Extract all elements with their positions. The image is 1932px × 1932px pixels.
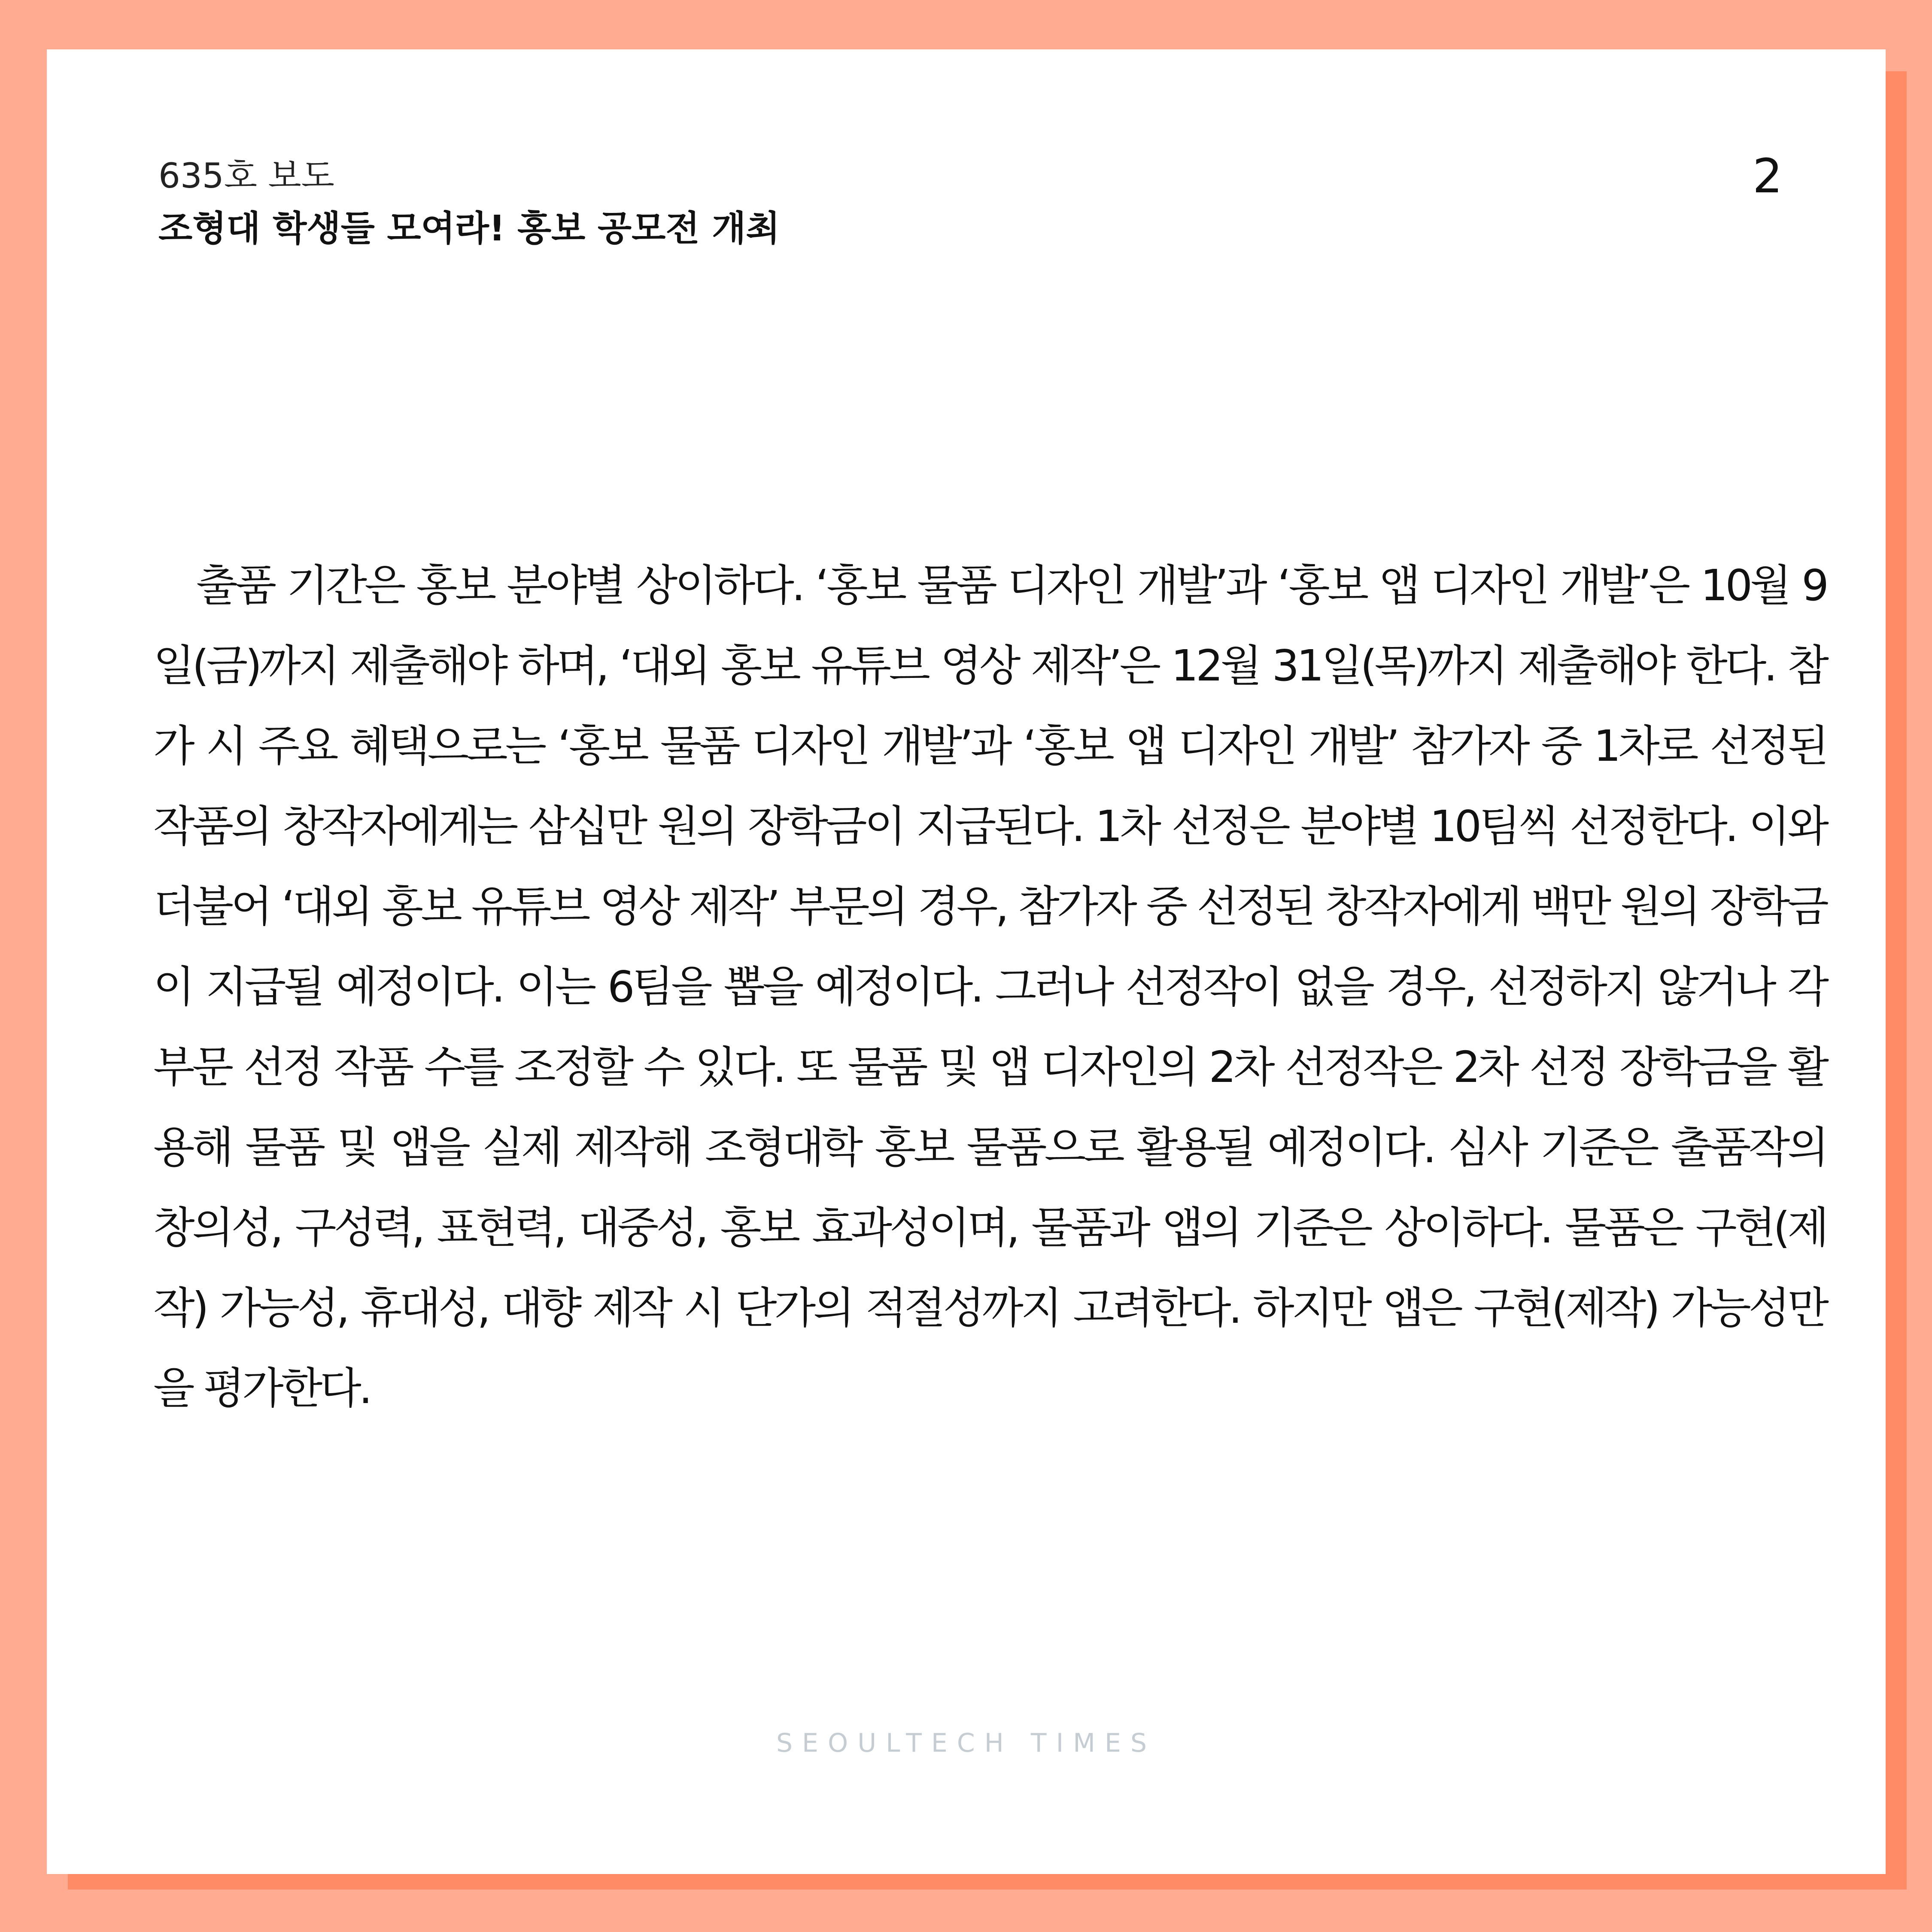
page-card [47,49,1886,1874]
issue-label: 635호 보도 [158,156,334,196]
footer-brand: SEOULTECH TIMES [776,1728,1157,1758]
article-title: 조형대 학생들 모여라! 홍보 공모전 개최 [158,208,780,249]
page-number: 2 [1753,149,1783,204]
article-body: 출품 기간은 홍보 분야별 상이하다. ‘홍보 물품 디자인 개발’과 ‘홍보 앱 디자인 개발’은 10월 9일(금)까지 제출해야 하며, ‘대외 홍보 유튜브 영상 제작’은 12월 31일(목)까지 제출해야 한다. 참가 시 주요 혜택으로는 ‘홍보 물품 디자인 개발’과 ‘홍보 앱 디자인 개발’ 참가자 중 1차로 선정된 작품의 창작자에게는 삼십만 원의 장학금이 지급된다. 1차 선정은 분야별 10팀씩 선정한다. 이와 더불어 ‘대외 홍보 유튜브 영상 제작’ 부문의 경우, 참가자 중 선정된 창작자에게 백만 원의 장학금이 지급될 예정이다. 이는 6팀을 뽑을 예정이다. 그러나 선정작이 없을 경우, 선정하지 않거나 각 부문 선정 작품 수를 조정할 수 있다. 또 물품 및 앱 디자인의 2차 선정작은 2차 선정 장학금을 활용해 물품 및 앱을 실제 제작해 조형대학 홍보 물품으로 활용될 예정이다. 심사 기준은 출품작의 창의성, 구성력, 표현력, 대중성, 홍보 효과성이며, 물품과 앱의 기준은 상이하다. 물품은 구현(제작) 가능성, 휴대성, 대향 제작 시 단가의 적절성까지 고려한다. 하지만 앱은 구현(제작) 가능성만을 평가한다. [153,560,1826,1413]
